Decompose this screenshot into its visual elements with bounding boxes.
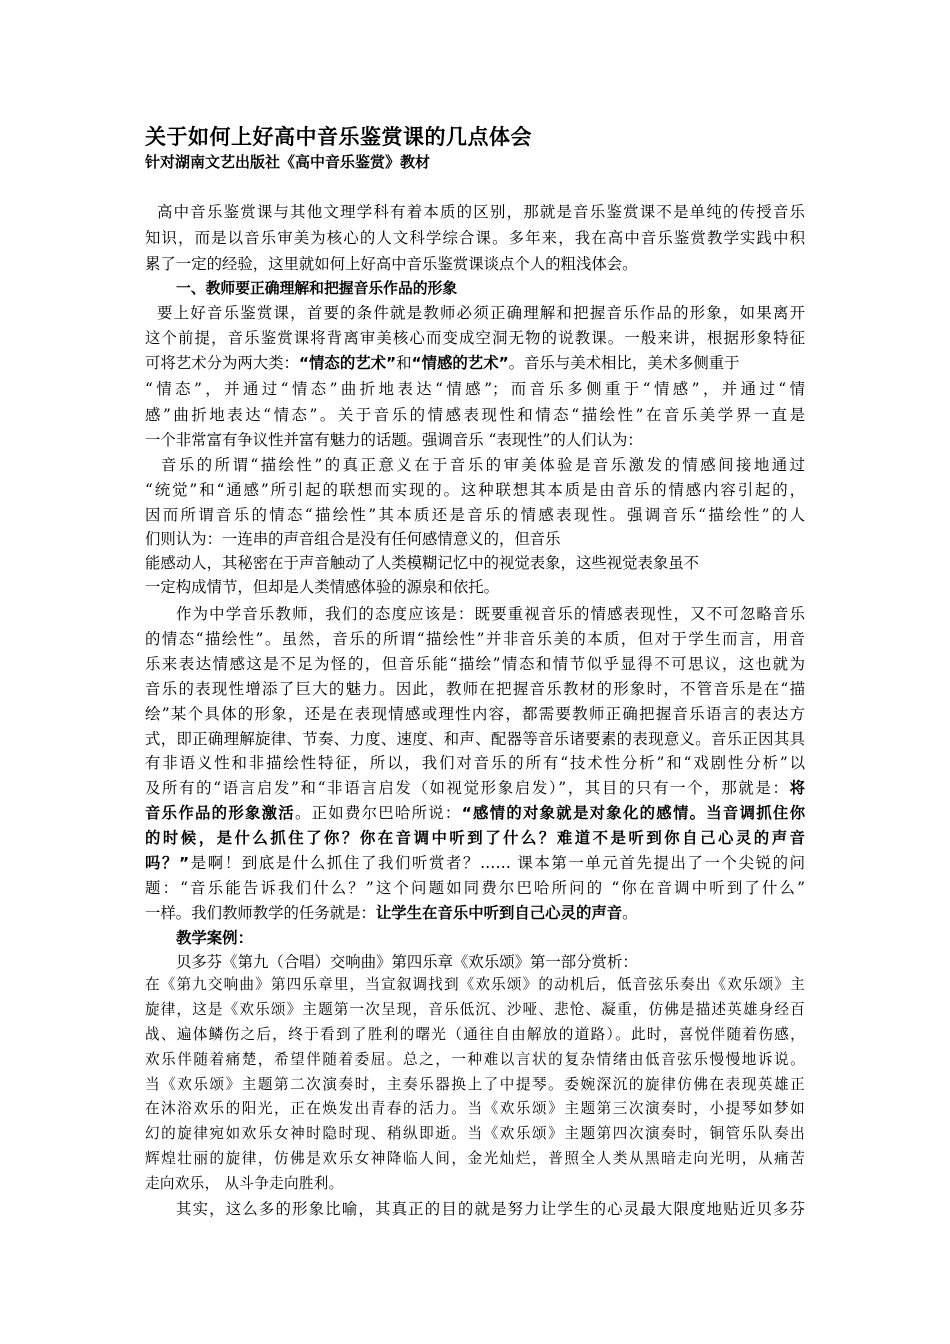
paragraph-line: 的时候，是什么抓住了你？你在音调中听到了什么？难道不是听到你自己心灵的声音	[145, 829, 805, 847]
paragraph-line: 乐来表达情感这是不足为怪的，但音乐能“描绘”情态和情节似乎显得不可思议，这也就为	[145, 655, 805, 673]
paragraph-line: “统觉”和“通感”所引起的联想而实现的。这种联想其本质是由音乐的情感内容引起的，	[145, 481, 805, 499]
bold-phrase: “感情的对象就是对象化的感情。当音调抓住你	[461, 804, 805, 822]
case-line: 幻的旋律宛如欢乐女神时隐时现、稍纵即逝。当《欢乐颂》主题第四次演奏时，铜管乐队奏出	[145, 1125, 805, 1142]
paragraph-line: 音乐作品的形象激活。正如费尔巴哈所说：“感情的对象就是对象化的感情。当音调抓住你	[145, 804, 805, 822]
case-line: 当《欢乐颂》主题第二次演奏时，主奏乐器换上了中提琴。委婉深沉的旋律仿佛在表现英雄正	[145, 1076, 805, 1093]
paragraph-line: 绘”某个具体的形象，还是在表现情感或理性内容，都需要教师正确把握音乐语言的表达方	[145, 705, 805, 723]
bold-phrase: 让学生在音乐中听到自己心灵的声音	[375, 904, 623, 922]
paragraph-line: 累了一定的经验，这里就如何上好高中音乐鉴赏课谈点个人的粗浅体会。	[145, 255, 638, 273]
paragraph-line: 能感动人，其秘密在于声音触动了人类模糊记忆中的视觉表象，这些视觉表象虽不	[145, 554, 700, 572]
paragraph-line: 高中音乐鉴赏课与其他文理学科有着本质的区别，那就是音乐鉴赏课不是单纯的传授音乐	[157, 203, 805, 221]
paragraph-line: 可将艺术分为两大类：“情态的艺术”和“情感的艺术”。音乐与美术相比，美术多侧重于	[145, 354, 740, 372]
case-line: 辉煌壮丽的旋律，仿佛是欢乐女神降临人间，金光灿烂，普照全人类从黑暗走向光明，从痛苦	[145, 1150, 805, 1167]
paragraph-line: 们则认为：一连串的声音组合是没有任何感情意义的，但音乐	[145, 530, 561, 548]
bold-phrase: “情态的艺术”	[298, 354, 397, 372]
paragraph-line: 感”曲折地表达“情态”。关于音乐的情感表现性和情态“描绘性”在音乐美学界一直是	[145, 406, 805, 424]
paragraph-line: 知识，而是以音乐审美为核心的人文科学综合课。多年来，我在高中音乐鉴赏教学实践中积	[145, 229, 805, 247]
case-line: 走向欢乐， 从斗争走向胜利。	[145, 1175, 344, 1192]
paragraph-line: 及所有的“语言启发”和“非语言启发（如视觉形象启发）”，其目的只有一个，那就是：将	[145, 779, 805, 797]
case-line: 旋律，这是《欢乐颂》主题第一次呈现，音乐低沉、沙哑、悲怆、凝重，仿佛是描述英雄身经百	[145, 1001, 805, 1018]
paragraph-line: 的情态“描绘性”。虽然，音乐的所谓“描绘性”并非音乐美的本质，但对于学生而言，用音	[145, 630, 805, 648]
case-line: 在沐浴欢乐的阳光，正在焕发出青春的活力。当《欢乐颂》主题第三次演奏时，小提琴如梦如	[145, 1100, 805, 1117]
paragraph-line: 要上好音乐鉴赏课，首要的条件就是教师必须正确理解和把握音乐作品的形象，如果离开	[157, 304, 805, 322]
paragraph-line: 吗？”是啊！到底是什么抓住了我们听赏者？…… 课本第一单元首先提出了一个尖锐的问	[145, 854, 805, 872]
paragraph-line: 一个非常富有争议性并富有魅力的话题。强调音乐 “表现性”的人们认为：	[145, 431, 643, 449]
paragraph-line: “情态”，并通过“情态”曲折地表达“情感”；而音乐多侧重于“情感”，并通过“情	[145, 380, 805, 398]
case-intro: 贝多芬《第九（合唱）交响曲》第四乐章《欢乐颂》第一部分赏析：	[176, 953, 638, 971]
paragraph-line: 音乐的所谓“描绘性”的真正意义在于音乐的审美体验是音乐激发的情感间接地通过	[161, 456, 805, 474]
paragraph-line: 式，即正确理解旋律、节奏、力度、速度、和声、配器等音乐诸要素的表现意义。音乐正因其具	[145, 730, 805, 748]
paragraph-line: 一定构成情节，但却是人类情感体验的源泉和依托。	[145, 578, 499, 596]
bold-phrase: 将	[789, 779, 805, 797]
case-line: 欢乐伴随着痛楚，希望伴随着委屈。总之，一种难以言状的复杂情绪由低音弦乐慢慢地诉说。	[145, 1051, 805, 1068]
bold-phrase: 音乐作品的形象激活	[145, 804, 295, 822]
bold-phrase: 吗？”	[145, 854, 190, 872]
paragraph-line: 这个前提，音乐鉴赏课将背离审美核心而变成空洞无物的说教课。一般来讲，根据形象特征	[145, 329, 805, 347]
case-line: 在《第九交响曲》第四乐章里，当宣叙调找到《欢乐颂》的动机后，低音弦乐奏出《欢乐颂》主	[145, 976, 805, 993]
paragraph-line: 作为中学音乐教师，我们的态度应该是：既要重视音乐的情感表现性，又不可忽略音乐	[176, 605, 805, 623]
paragraph-line: 音乐的表现性增添了巨大的魅力。因此，教师在把握音乐教材的形象时，不管音乐是在“描	[145, 680, 805, 698]
section-heading: 一、教师要正确理解和把握音乐作品的形象	[176, 280, 458, 297]
bold-phrase: “情感的艺术”	[411, 354, 509, 372]
paragraph-line: 题：“音乐能告诉我们什么？”这个问题如同费尔巴哈所问的 “你在音调中听到了什么”	[145, 879, 805, 897]
paragraph-line: 一样。我们教师教学的任务就是：让学生在音乐中听到自己心灵的声音。	[145, 904, 638, 922]
paragraph-line: 其实，这么多的形象比喻，其真正的目的就是努力让学生的心灵最大限度地贴近贝多芬	[176, 1200, 805, 1218]
page-subtitle: 针对湖南文艺出版社《高中音乐鉴赏》教材	[145, 153, 431, 171]
paragraph-line: 有非语义性和非描绘性特征，所以，我们对音乐的所有“技术性分析”和“戏剧性分析”以	[145, 754, 805, 772]
case-heading: 教学案例：	[176, 929, 253, 947]
page-title: 关于如何上好高中音乐鉴赏课的几点体会	[145, 125, 532, 149]
case-line: 战、遍体鳞伤之后，终于看到了胜利的曙光（通往自由解放的道路）。此时，喜悦伴随着伤感，	[145, 1026, 805, 1043]
paragraph-line: 因而所谓音乐的情态“描绘性”其本质还是音乐的情感表现性。强调音乐“描绘性”的人	[145, 506, 805, 524]
